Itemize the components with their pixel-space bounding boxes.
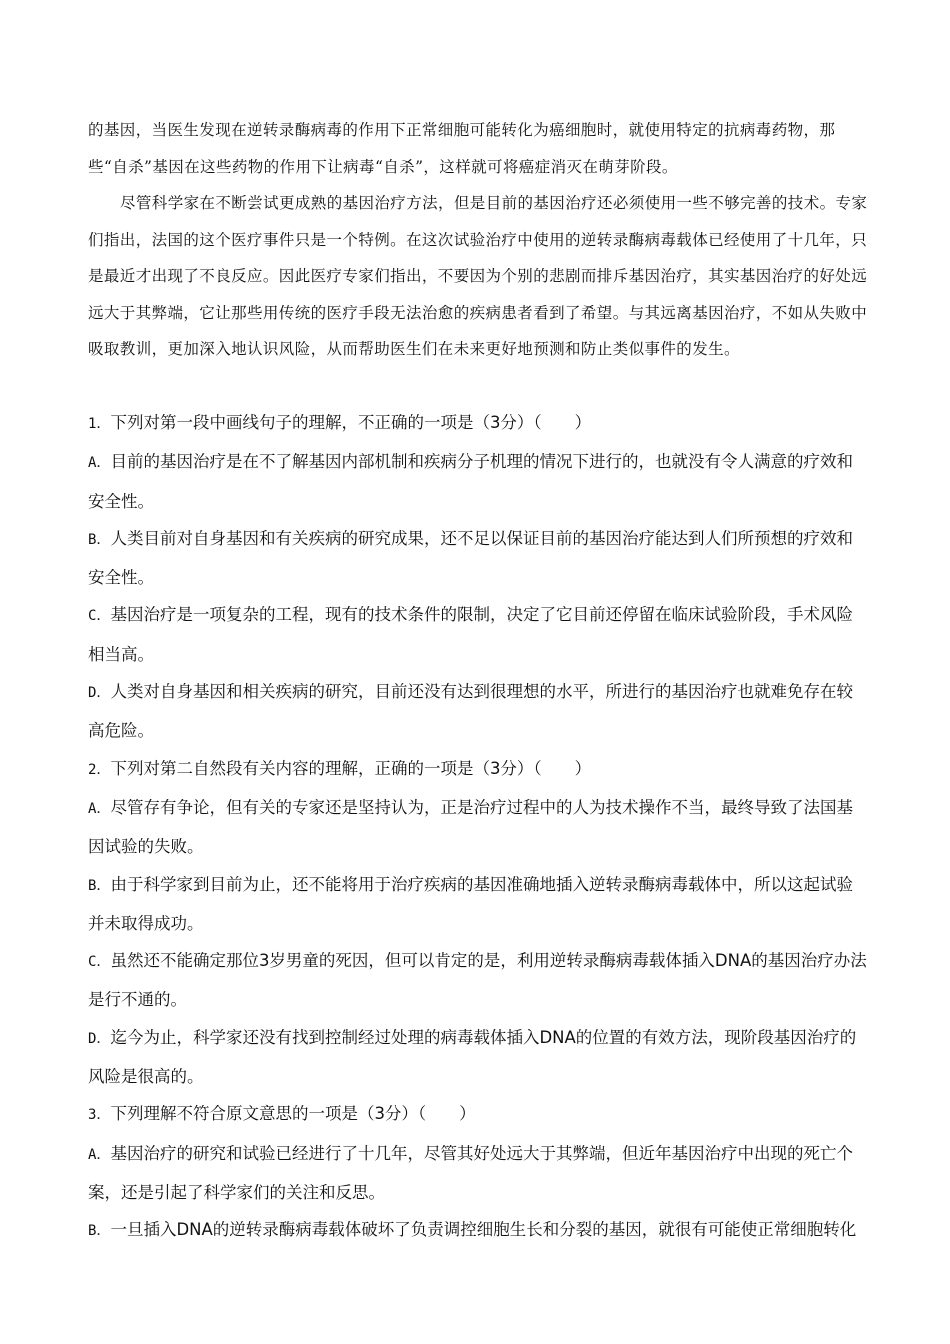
question-list — [88, 404, 868, 1251]
question-3 — [88, 1095, 868, 1250]
option-text: 尽管存有争论，但有关的专家还是坚持认为，正是治疗过程中的人为技术操作不当，最终导致了法国基因试验的失败。 — [88, 797, 853, 857]
option-text: 目前的基因治疗是在不了解基因内部机制和疾病分子机理的情况下进行的，也就没有令人满意的疗效和安全性。 — [88, 452, 853, 511]
passage-paragraph-2: 尽管科学家在不断尝试更成熟的基因治疗方法，但是目前的基因治疗还必须使用一些不够完善的技术。专家们指出，法国的这个医疗事件只是一个特例。在这次试验治疗中使用的逆转录酶病毒载体已经使用了十几年，只是最近才出现了不良反应。因此医疗专家们指出，不要因为个别的悲剧而排斥基因治疗，其实基因治疗的好处远远大于其弊端，它让那些用传统的医疗手段无法治愈的疾病患者看到了希望。与其远离基因治疗，不如从失败中吸取教训，更加深入地认识风险，从而帮助医生们在未来更好地预测和防止类似事件的发生。 — [88, 194, 868, 358]
option-text: 人类对自身基因和相关疾病的研究，目前还没有达到很理想的水平，所进行的基因治疗也就难免存在较高危险。 — [88, 682, 853, 741]
question-stem — [88, 1095, 868, 1134]
option-letter: B． — [88, 877, 111, 894]
option-text: 基因治疗是一项复杂的工程，现有的技术条件的限制，决定了它目前还停留在临床试验阶段，手术风险相当高。 — [88, 605, 853, 664]
option-b — [88, 866, 868, 943]
passage-paragraph-1: 的基因，当医生发现在逆转录酶病毒的作用下正常细胞可能转化为癌细胞时，就使用特定的抗病毒药物，那些“自杀”基因在这些药物的作用下让病毒“自杀”，这样就可将癌症消灭在萌芽阶段。 — [88, 121, 836, 176]
option-letter: A． — [88, 1146, 111, 1163]
question-number: 1． — [88, 416, 111, 432]
question-number: 3． — [88, 1107, 111, 1124]
option-a — [88, 1135, 868, 1212]
option-c — [88, 596, 868, 673]
reading-passage — [88, 112, 868, 368]
option-text: 虽然还不能确定那位3岁男童的死因，但可以肯定的是，利用逆转录酶病毒载体插入DNA的基因治疗办法是行不通的。 — [88, 951, 867, 1010]
question-stem — [88, 750, 868, 789]
question-text: 下列理解不符合原文意思的一项是（3分）（ ） — [110, 1104, 476, 1124]
question-1 — [88, 404, 868, 750]
option-letter: B． — [88, 1223, 111, 1240]
option-letter: D． — [88, 1030, 111, 1047]
option-d — [88, 673, 868, 750]
option-letter: A． — [88, 800, 111, 817]
option-text: 由于科学家到目前为止，还不能将用于治疗疾病的基因准确地插入逆转录酶病毒载体中，所以这起试验并未取得成功。 — [88, 874, 853, 933]
option-letter: A． — [88, 455, 111, 472]
question-number: 2． — [88, 761, 111, 778]
option-letter: C． — [88, 608, 111, 625]
option-c — [88, 942, 868, 1019]
option-text: 迄今为止，科学家还没有找到控制经过处理的病毒载体插入DNA的位置的有效方法，现阶段基因治疗的风险是很高的。 — [88, 1027, 857, 1087]
option-text: 人类目前对自身基因和有关疾病的研究成果，还不足以保证目前的基因治疗能达到人们所预想的疗效和安全性。 — [88, 528, 853, 588]
option-text: 一旦插入DNA的逆转录酶病毒载体破坏了负责调控细胞生长和分裂的基因，就很有可能使正常细胞转化 — [110, 1220, 857, 1240]
option-b — [88, 1211, 868, 1250]
option-letter: D． — [88, 685, 111, 702]
question-2 — [88, 750, 868, 1096]
option-text: 基因治疗的研究和试验已经进行了十几年，尽管其好处远大于其弊端，但近年基因治疗中出现的死亡个案，还是引起了科学家们的关注和反思。 — [88, 1143, 853, 1202]
option-d — [88, 1019, 868, 1096]
question-text: 下列对第一段中画线句子的理解，不正确的一项是（3分）（ ） — [110, 413, 592, 432]
option-letter: C． — [88, 954, 111, 971]
question-text: 下列对第二自然段有关内容的理解，正确的一项是（3分）（ ） — [110, 758, 592, 778]
option-a — [88, 443, 868, 520]
option-letter: B． — [88, 531, 111, 548]
option-a — [88, 789, 868, 866]
question-stem — [88, 404, 868, 443]
option-b — [88, 520, 868, 597]
